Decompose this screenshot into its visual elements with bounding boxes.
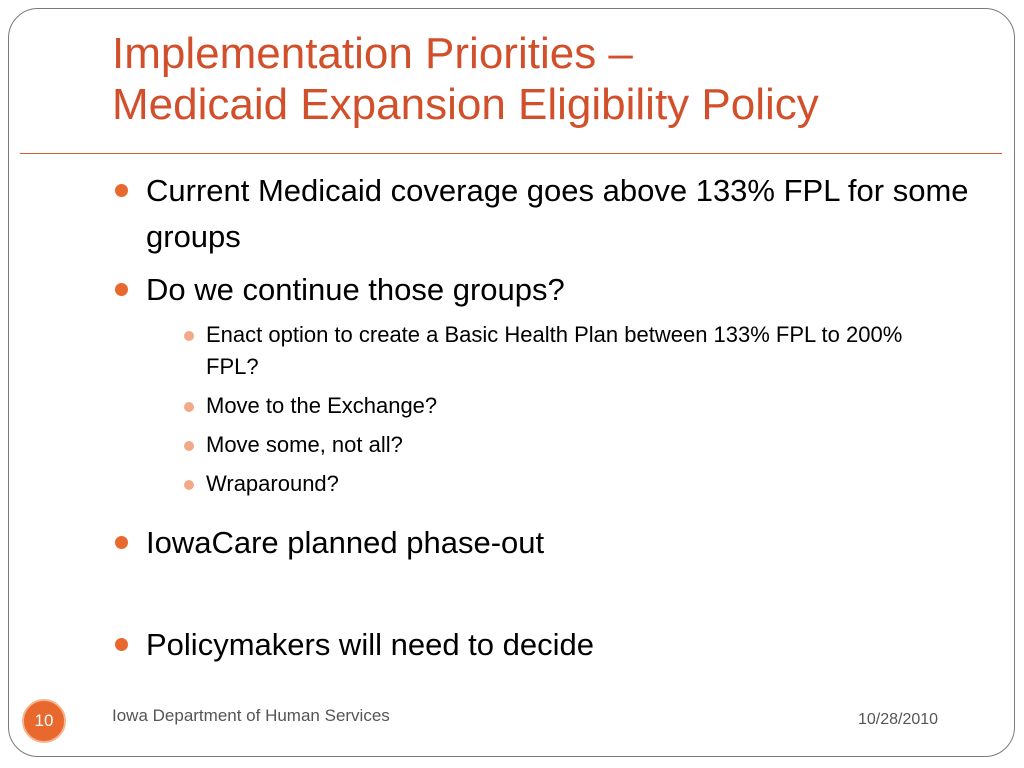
- bullet-icon: [115, 638, 128, 651]
- sub-bullet-item: [182, 429, 926, 461]
- bullet-text: Do we continue those groups?: [146, 272, 565, 307]
- sub-bullet-text: Enact option to create a Basic Health Plan between 133% FPL to 200% FPL?: [206, 322, 903, 379]
- sub-bullet-text: Move some, not all?: [206, 432, 403, 457]
- sub-bullet-icon: [184, 441, 194, 451]
- bullet-item: [112, 622, 972, 668]
- bullet-text: Current Medicaid coverage goes above 133% FPL for some groups: [146, 173, 969, 254]
- title-divider: [20, 153, 1002, 154]
- sub-bullet-list: [146, 319, 972, 500]
- slide-number-badge: 10: [22, 699, 66, 743]
- bullet-item: [112, 267, 972, 500]
- sub-bullet-item: [182, 319, 926, 383]
- bullet-text: Policymakers will need to decide: [146, 627, 594, 662]
- bullet-icon: [115, 536, 128, 549]
- sub-bullet-text: Move to the Exchange?: [206, 393, 438, 418]
- slide-title: [112, 28, 992, 130]
- title-line-2: Medicaid Expansion Eligibility Policy: [112, 80, 819, 129]
- bullet-list: [112, 168, 972, 668]
- bullet-item: [112, 168, 972, 260]
- bullet-text: IowaCare planned phase-out: [146, 525, 545, 560]
- title-line-1: Implementation Priorities –: [112, 29, 633, 78]
- sub-bullet-icon: [184, 480, 194, 490]
- sub-bullet-text: Wraparound?: [206, 471, 339, 496]
- sub-bullet-icon: [184, 402, 194, 412]
- sub-bullet-icon: [184, 331, 194, 341]
- footer-date: 10/28/2010: [858, 711, 939, 728]
- bullet-icon: [115, 283, 128, 296]
- bullet-item: [112, 520, 972, 566]
- footer-organization: Iowa Department of Human Services: [112, 706, 390, 725]
- bullet-icon: [115, 184, 128, 197]
- sub-bullet-item: [182, 468, 926, 500]
- sub-bullet-item: [182, 390, 926, 422]
